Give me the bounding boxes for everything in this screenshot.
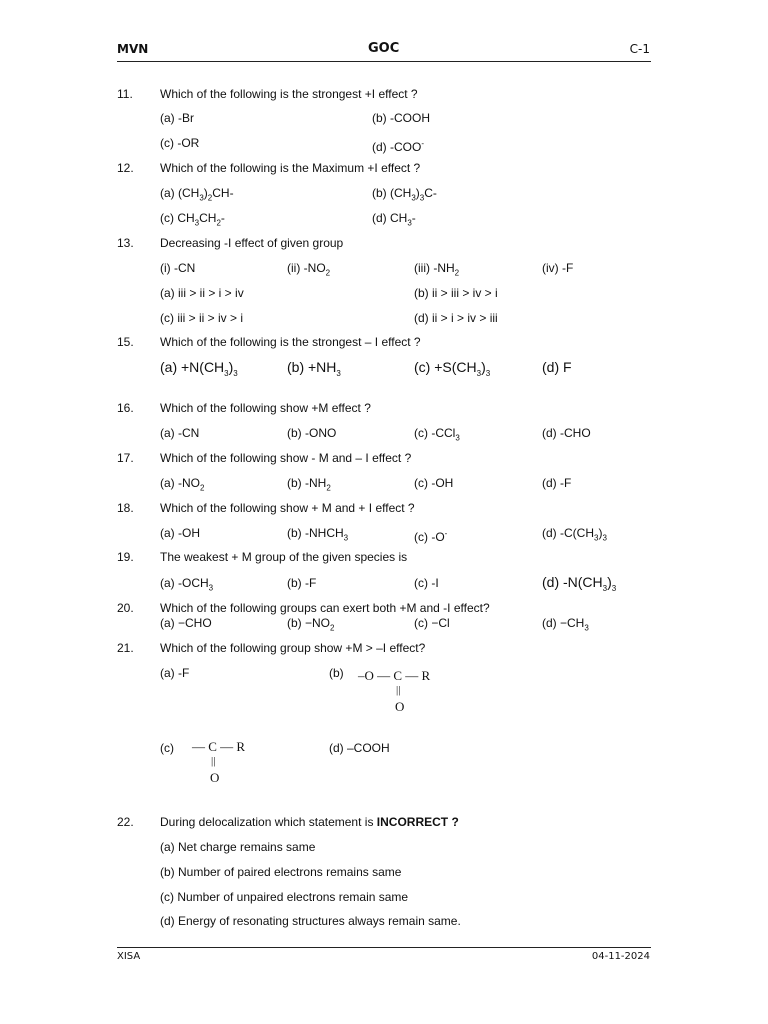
q21-b-chain: –O — C — R: [358, 668, 431, 683]
q19-option-c: (c) -I: [414, 576, 439, 590]
q13-option-a: (a) iii > ii > i > iv: [160, 286, 244, 300]
q20-option-c: (c) −Cl: [414, 616, 450, 630]
q20-option-d: $(d) -CH_3$: [542, 616, 589, 633]
q18-option-d: (d) $-C(CH_3)_3$: [542, 526, 607, 543]
q21-b-double-bond: ||: [396, 684, 401, 696]
q22-option-b: (b) Number of paired electrons remains same: [160, 865, 402, 879]
q13-group-iv: (iv) -F: [542, 261, 574, 275]
q13-number: 13.: [117, 236, 134, 250]
q21-c-oxygen: O: [210, 770, 220, 785]
q18-option-c: (c) -O-: [414, 529, 448, 544]
footer-left: XISA: [117, 951, 141, 962]
q21-option-c-label: (c): [160, 741, 174, 755]
q15-option-d: (d) F: [542, 359, 572, 375]
footer-date: 04-11-2024: [591, 951, 650, 962]
q12-option-c: (c) $CH_3CH_2-$: [160, 211, 225, 228]
q11-option-a: (a) -Br: [160, 111, 194, 125]
q21-option-c-structure: [192, 739, 272, 789]
q11-option-b: (b) -COOH: [372, 111, 430, 125]
q20-text: Which of the following groups can exert both +M and -I effect?: [160, 601, 490, 615]
q16-option-c: (c) -CCl$_3$: [414, 426, 460, 443]
q12-number: 12.: [117, 161, 134, 175]
q15-option-a: $(a) +N(CH_3)_3$: [160, 359, 238, 378]
q18-text: Which of the following show + M and + I effect ?: [160, 501, 415, 515]
q19-option-a: (a) $-OCH_3$: [160, 576, 214, 593]
q22-option-a: (a) Net charge remains same: [160, 840, 316, 854]
q18-number: 18.: [117, 501, 134, 515]
q19-number: 19.: [117, 550, 134, 564]
q13-group-iii: (iii) $-NH_2$: [414, 261, 460, 278]
q17-option-a: (a) $-NO_2$: [160, 476, 205, 493]
q22-number: 22.: [117, 815, 134, 829]
header-left: MVN: [117, 42, 149, 56]
q21-b-oxygen: O: [395, 699, 405, 714]
q13-group-i: (i) -CN: [160, 261, 196, 275]
q11-option-c: (c) -OR: [160, 136, 200, 150]
q12-option-d: (d) $CH_3-$: [372, 211, 416, 228]
q21-option-b-label: (b): [329, 666, 344, 680]
header-right: C-1: [629, 42, 650, 56]
footer-rule: [117, 947, 651, 948]
q16-text: Which of the following show +M effect ?: [160, 401, 371, 415]
q21-c-chain: — C — R: [192, 739, 246, 754]
q15-text: Which of the following is the strongest – I effect ?: [160, 335, 421, 349]
q21-option-a: (a) -F: [160, 666, 190, 680]
q18-option-a: (a) -OH: [160, 526, 200, 540]
q22-option-d: (d) Energy of resonating structures always remain same.: [160, 914, 461, 928]
q19-option-d: (d) $-N(CH_3)_3$: [542, 574, 617, 593]
q22-text: During delocalization which statement is INCORRECT ?: [160, 815, 459, 829]
q13-option-c: (c) iii > ii > iv > i: [160, 311, 244, 325]
q20-option-a: (a) −CHO: [160, 616, 212, 630]
q20-number: 20.: [117, 601, 134, 615]
q21-number: 21.: [117, 641, 134, 655]
q12-option-b: (b) $(CH_3)_3C-$: [372, 186, 437, 203]
q11-option-d: (d) -COO-: [372, 139, 425, 154]
q21-c-double-bond: ||: [211, 755, 216, 767]
q12-text: Which of the following is the Maximum +I effect ?: [160, 161, 421, 175]
q13-option-d: (d) ii > i > iv > iii: [414, 311, 498, 325]
q18-option-b: (b) $-NHCH_3$: [287, 526, 349, 543]
q15-option-c: $(c) +S(CH_3)_3$: [414, 359, 491, 378]
q11-number: 11.: [117, 87, 133, 101]
q16-option-b: (b) -ONO: [287, 426, 337, 440]
q16-option-d: (d) -CHO: [542, 426, 591, 440]
q21-option-b-structure: [358, 668, 448, 718]
q21-option-d: (d) –COOH: [329, 741, 390, 755]
q17-option-d: (d) -F: [542, 476, 572, 490]
q16-option-a: (a) -CN: [160, 426, 200, 440]
q11-text: Which of the following is the strongest +I effect ?: [160, 87, 418, 101]
q19-text: The weakest + M group of the given species is: [160, 550, 408, 564]
q13-option-b: (b) ii > iii > iv > i: [414, 286, 498, 300]
q20-option-b: $(b) -NO_2$: [287, 616, 335, 633]
q13-group-ii: (ii) $-NO_2$: [287, 261, 331, 278]
q12-option-a: (a) $(CH_3)_2CH-$: [160, 186, 234, 203]
q15-number: 15.: [117, 335, 134, 349]
q17-option-b: (b) $-NH_2$: [287, 476, 331, 493]
q16-number: 16.: [117, 401, 134, 415]
q13-text: Decreasing -I effect of given group: [160, 236, 344, 250]
q17-number: 17.: [117, 451, 134, 465]
q21-text: Which of the following group show +M > –I effect?: [160, 641, 426, 655]
q17-option-c: (c) -OH: [414, 476, 454, 490]
q22-option-c: (c) Number of unpaired electrons remain same: [160, 890, 409, 904]
header-title: GOC: [368, 41, 400, 56]
q19-option-b: (b) -F: [287, 576, 317, 590]
q15-option-b: $(b) +NH_3$: [287, 359, 341, 378]
header-rule: [117, 61, 651, 62]
q17-text: Which of the following show - M and – I effect ?: [160, 451, 412, 465]
